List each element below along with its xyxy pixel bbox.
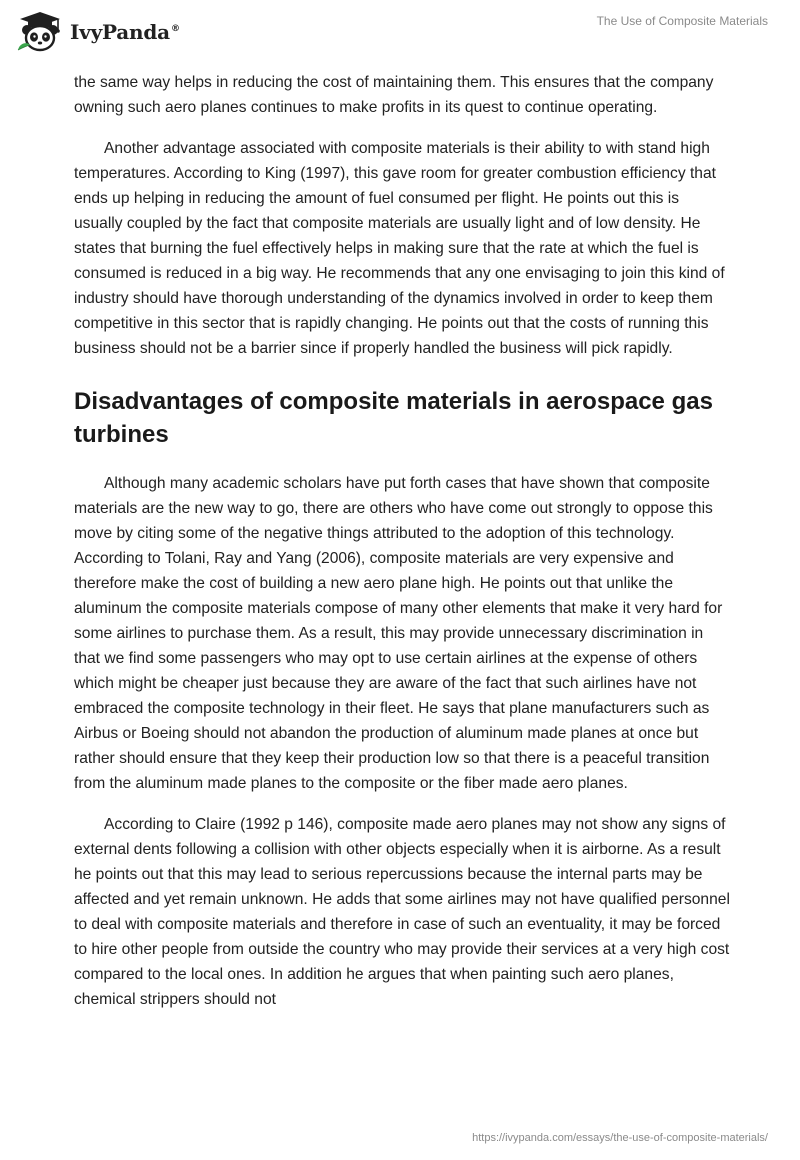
- document-title: The Use of Composite Materials: [596, 14, 768, 28]
- source-url[interactable]: https://ivypanda.com/essays/the-use-of-composite-materials/: [472, 1132, 768, 1144]
- paragraph: the same way helps in reducing the cost of maintaining them. This ensures that the company owning such aero planes continues to make profits in its quest to continue operating.: [74, 74, 714, 116]
- section-heading: Disadvantages of composite materials in aerospace gas turbines: [74, 388, 713, 448]
- page-header: [0, 0, 800, 70]
- paragraph: Although many academic scholars have put forth cases that have shown that composite materials are the new way to go, there are others who have come out strongly to oppose this move by citing some of the negative things attributed to the adoption of this technology. According to Tolani, Ray and Yang (2006), composite materials are very expensive and therefore make the cost of building a new aero plane high. He points out that unlike the aluminum the composite materials compose of many other elements that make it very hard for some airlines to purchase them. As a result, this may provide unnecessary discrimination in that we find some passengers who may opt to use certain airlines at the expense of others which might be cheaper just because they are aware of the fact that such airlines have not embraced the composite technology in their fleet. He says that plane manufacturers such as Airbus or Boeing should not abandon the production of aluminum made planes at once but rather should ensure that they keep their production low so that there is a peaceful transition from the aluminum made planes to the composite or the fiber made aero planes.: [74, 475, 723, 792]
- paragraph: Another advantage associated with composite materials is their ability to with stand high temperatures. According to King (1997), this gave room for greater combustion efficiency that ends up helping in reducing the amount of fuel consumed per flight. He points out this is usually coupled by the fact that composite materials are usually light and of low density. He states that burning the fuel effectively helps in making sure that the rate at which the fuel is consumed is reduced in a big way. He recommends that any one envisaging to join this kind of industry should have thorough understanding of the dynamics involved in order to keep them competitive in this sector that is rapidly changing. He points out that the costs of running this business should not be a barrier since if properly handled the business will pick rapidly.: [74, 140, 725, 357]
- essay-body: [74, 70, 730, 1028]
- paragraph: According to Claire (1992 p 146), composite made aero planes may not show any signs of external dents following a collision with other objects especially when it is airborne. As a result he points out that this may lead to serious repercussions because the internal parts may be affected and yet remain unknown. He adds that some airlines may not have qualified personnel to deal with composite materials and therefore in case of such an eventuality, it may be forced to hire other people from outside the country who may provide their services at a very high cost compared to the local ones. In addition he argues that when painting such aero planes, chemical strippers should not: [74, 816, 730, 1008]
- logo-wordmark: IvyPanda®: [70, 20, 180, 44]
- ivypanda-logo[interactable]: [16, 10, 180, 54]
- panda-graduate-icon: [16, 10, 64, 54]
